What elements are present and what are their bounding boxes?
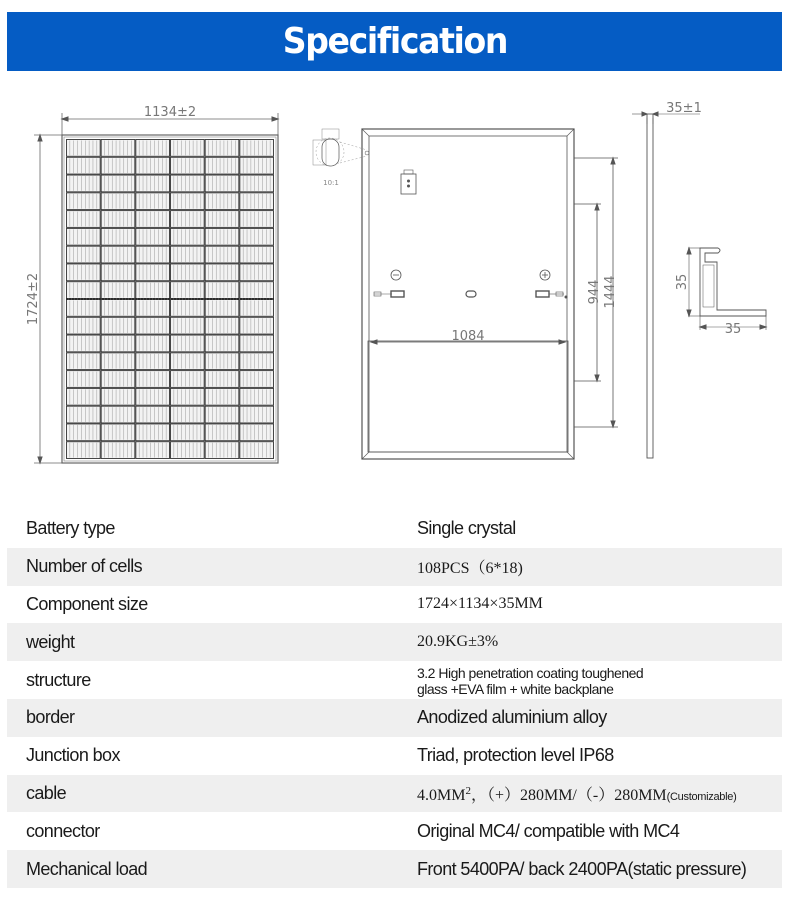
spec-row xyxy=(7,737,782,775)
spec-value: 1724×1134×35MM xyxy=(417,595,543,613)
spec-value-part: 4.0MM xyxy=(417,786,466,804)
spec-row xyxy=(7,699,782,737)
front-width-dimension: 1134±2 xyxy=(143,105,197,120)
spec-value: 108PCS（6*18) xyxy=(417,560,523,578)
specification-banner xyxy=(7,12,782,71)
spec-value-part: ，（+）280MM/（-）280MM xyxy=(470,786,667,804)
spec-value: Triad, protection level IP68 xyxy=(417,745,614,766)
spec-value: Single crystal xyxy=(417,518,516,539)
spec-value xyxy=(417,782,736,805)
spec-label: Battery type xyxy=(26,518,115,539)
spec-label: structure xyxy=(26,669,91,690)
mount-spacing-dimension: 944 xyxy=(587,279,602,305)
spec-value: 20.9KG±3% xyxy=(417,633,499,651)
profile-width-dimension: 35 xyxy=(724,322,742,337)
spec-label: connector xyxy=(26,820,100,841)
spec-value xyxy=(417,665,643,697)
spec-row xyxy=(7,623,782,661)
spec-label: Component size xyxy=(26,593,148,614)
spec-value-part: 2 xyxy=(465,784,471,797)
back-view-drawing xyxy=(313,129,618,459)
page-title: Specification xyxy=(282,21,507,62)
spec-label: cable xyxy=(26,782,67,803)
spec-value-line: glass +EVA film + white backplane xyxy=(417,681,614,698)
spec-row xyxy=(7,850,782,888)
spec-value: Anodized aluminium alloy xyxy=(417,707,607,728)
front-height-dimension: 1724±2 xyxy=(26,272,41,326)
spec-value-part: (Customizable) xyxy=(666,790,737,803)
spec-value-line: 3.2 High penetration coating toughened xyxy=(417,665,644,682)
spec-row xyxy=(7,812,782,850)
spec-label: Junction box xyxy=(26,745,120,766)
inner-width-dimension: 1084 xyxy=(451,329,485,344)
spec-label: weight xyxy=(26,631,75,652)
detail-scale-label: 10:1 xyxy=(323,179,339,187)
profile-height-dimension: 35 xyxy=(675,273,690,291)
frame-profile-drawing xyxy=(687,248,766,330)
spec-value: Front 5400PA/ back 2400PA(static pressure) xyxy=(417,858,747,879)
spec-row xyxy=(7,548,782,586)
mount-spacing-outer-dimension: 1444 xyxy=(603,275,618,309)
spec-label: border xyxy=(26,707,75,728)
solar-cell-grid xyxy=(66,140,274,459)
spec-row xyxy=(7,775,782,813)
specification-table xyxy=(7,510,782,888)
thickness-dimension: 35±1 xyxy=(666,101,702,116)
technical-drawings xyxy=(0,90,790,480)
spec-row xyxy=(7,586,782,624)
spec-row xyxy=(7,510,782,548)
spec-label: Mechanical load xyxy=(26,858,148,879)
spec-label: Number of cells xyxy=(26,556,143,577)
spec-value: Original MC4/ compatible with MC4 xyxy=(417,820,680,841)
spec-row xyxy=(7,661,782,699)
